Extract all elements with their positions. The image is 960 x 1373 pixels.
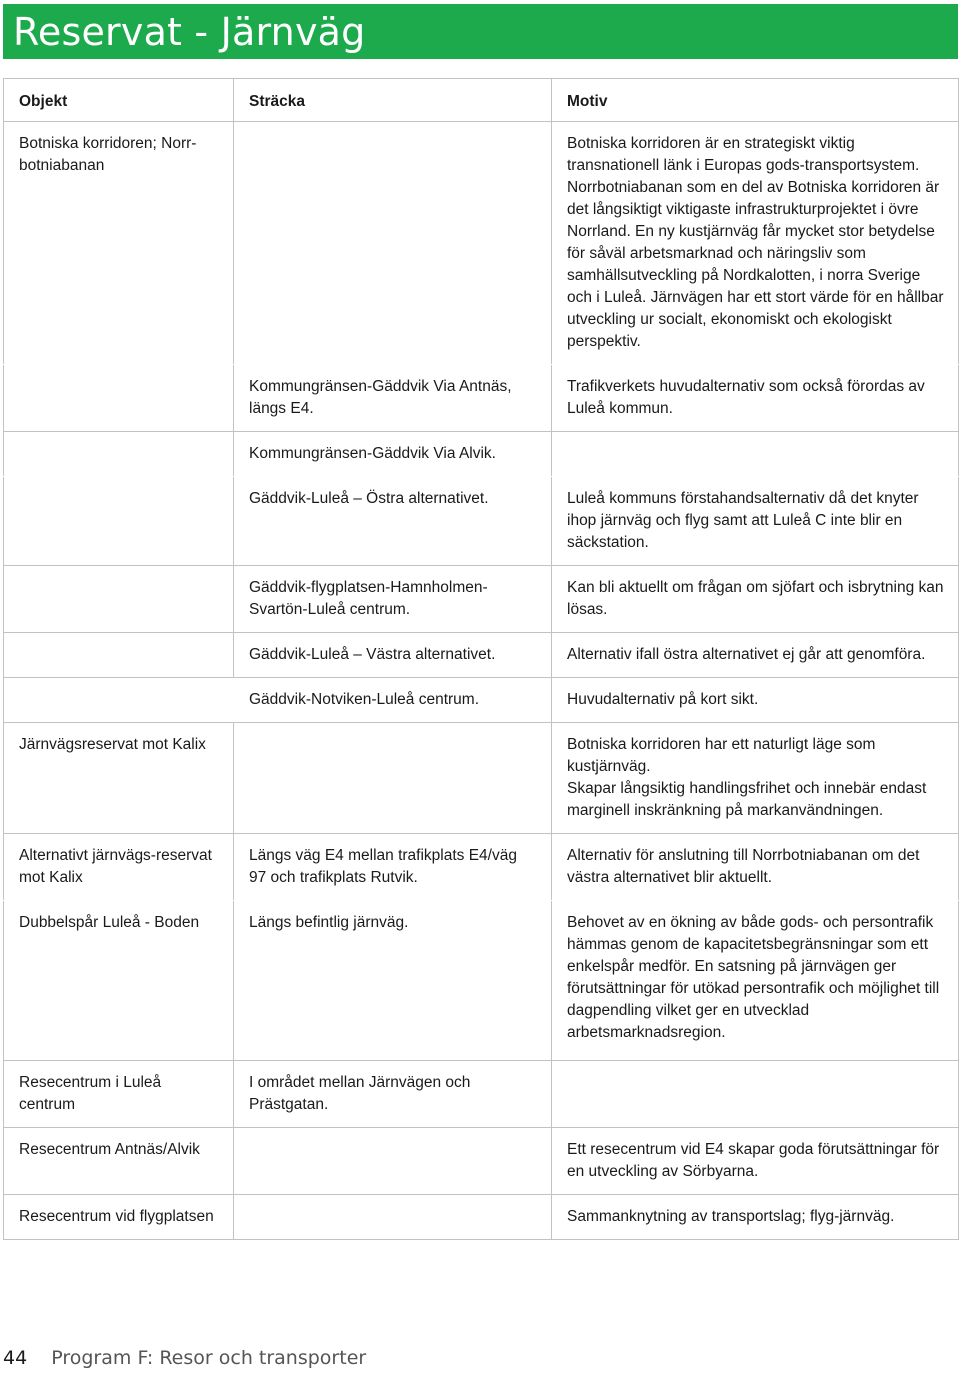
cell-motiv: Trafikverkets huvudalternativ som också förordas av Luleå kommun.: [552, 365, 959, 432]
cell-motiv: Luleå kommuns förstahandsalternativ då det knyter ihop järnväg och flyg samt att Luleå C inte blir en säckstation.: [552, 477, 959, 566]
table-header-row: [4, 79, 959, 122]
cell-stracka: Längs befintlig järnväg.: [234, 901, 552, 1061]
cell-motiv: [552, 1061, 959, 1128]
cell-stracka: [234, 1195, 552, 1240]
cell-objekt: [4, 566, 234, 633]
cell-stracka: Längs väg E4 mellan trafikplats E4/väg 97 och trafikplats Rutvik.: [234, 834, 552, 901]
cell-objekt: [4, 678, 234, 723]
table-row: [4, 1061, 959, 1128]
page-number: 44: [3, 1347, 28, 1369]
cell-motiv: Ett resecentrum vid E4 skapar goda förutsättningar för en utveckling av Sörbyarna.: [552, 1128, 959, 1195]
cell-motiv: Behovet av en ökning av både gods- och persontrafik hämmas genom de kapacitetsbegränsningar som ett enkelspår medför. En satsning på järnvägen ger förutsättningar för utökad persontrafik och möjlighet till dagpendling vilket ger en utvecklad arbetsmarknadsregion.: [552, 901, 959, 1061]
cell-objekt: [4, 365, 234, 432]
table-row: [4, 633, 959, 678]
cell-stracka: Kommungränsen-Gäddvik Via Antnäs, längs E4.: [234, 365, 552, 432]
table-row: [4, 477, 959, 566]
cell-motiv: Sammanknytning av transportslag; flyg-järnväg.: [552, 1195, 959, 1240]
table-row: [4, 901, 959, 1061]
cell-stracka: Gäddvik-Notviken-Luleå centrum.: [234, 678, 552, 723]
header-motiv: Motiv: [552, 79, 959, 122]
cell-stracka: Kommungränsen-Gäddvik Via Alvik.: [234, 432, 552, 477]
program-title: Program F: Resor och transporter: [51, 1347, 367, 1369]
cell-motiv: Botniska korridoren är en strategiskt viktig transnationell länk i Europas gods-transportsystem. Norrbotniabanan som en del av Botniska korridoren är det långsiktigt viktigaste infrastrukturprojektet i övre Norrland. En ny kustjärnväg får mycket stor betydelse för såväl arbetsmarknad och näringsliv som samhällsutveckling på Nordkalotten, i norra Sverige och i Luleå. Järnvägen har ett stort värde för en hållbar utveckling ur socialt, ekonomiskt och ekologiskt perspektiv.: [552, 122, 959, 365]
cell-stracka: [234, 723, 552, 834]
header-stracka: Sträcka: [234, 79, 552, 122]
cell-stracka: Gäddvik-Luleå – Västra alternativet.: [234, 633, 552, 678]
cell-motiv: Alternativ för anslutning till Norrbotniabanan om det västra alternativet blir aktuellt.: [552, 834, 959, 901]
table-row: [4, 1128, 959, 1195]
cell-motiv: Kan bli aktuellt om frågan om sjöfart och isbrytning kan lösas.: [552, 566, 959, 633]
header-objekt: Objekt: [4, 79, 234, 122]
cell-objekt: Botniska korridoren; Norr-botniabanan: [4, 122, 234, 365]
cell-objekt: Alternativt järnvägs-reservat mot Kalix: [4, 834, 234, 901]
table-row: [4, 566, 959, 633]
page-title: Reservat - Järnväg: [13, 9, 366, 54]
cell-motiv: Botniska korridoren har ett naturligt läge som kustjärnväg. Skapar långsiktig handlingsfrihet och innebär endast marginell inskränkning på markanvändningen.: [552, 723, 959, 834]
cell-objekt: Resecentrum Antnäs/Alvik: [4, 1128, 234, 1195]
reservations-table: [3, 78, 959, 1240]
cell-stracka: Gäddvik-flygplatsen-Hamnholmen-Svartön-Luleå centrum.: [234, 566, 552, 633]
table-row: [4, 432, 959, 477]
cell-stracka: I området mellan Järnvägen och Prästgatan.: [234, 1061, 552, 1128]
page-footer: [3, 1347, 366, 1369]
cell-stracka: [234, 122, 552, 365]
cell-motiv: [552, 432, 959, 477]
cell-stracka: [234, 1128, 552, 1195]
cell-objekt: [4, 477, 234, 566]
table-row: [4, 723, 959, 834]
cell-objekt: Dubbelspår Luleå - Boden: [4, 901, 234, 1061]
table-row: [4, 1195, 959, 1240]
cell-objekt: [4, 432, 234, 477]
cell-objekt: Järnvägsreservat mot Kalix: [4, 723, 234, 834]
title-bar: [3, 4, 958, 59]
table-row: [4, 122, 959, 365]
table-row: [4, 834, 959, 901]
cell-motiv: Alternativ ifall östra alternativet ej går att genomföra.: [552, 633, 959, 678]
cell-stracka: Gäddvik-Luleå – Östra alternativet.: [234, 477, 552, 566]
table-row: [4, 365, 959, 432]
table-row: [4, 678, 959, 723]
cell-objekt: [4, 633, 234, 678]
cell-objekt: Resecentrum vid flygplatsen: [4, 1195, 234, 1240]
cell-objekt: Resecentrum i Luleå centrum: [4, 1061, 234, 1128]
cell-motiv: Huvudalternativ på kort sikt.: [552, 678, 959, 723]
